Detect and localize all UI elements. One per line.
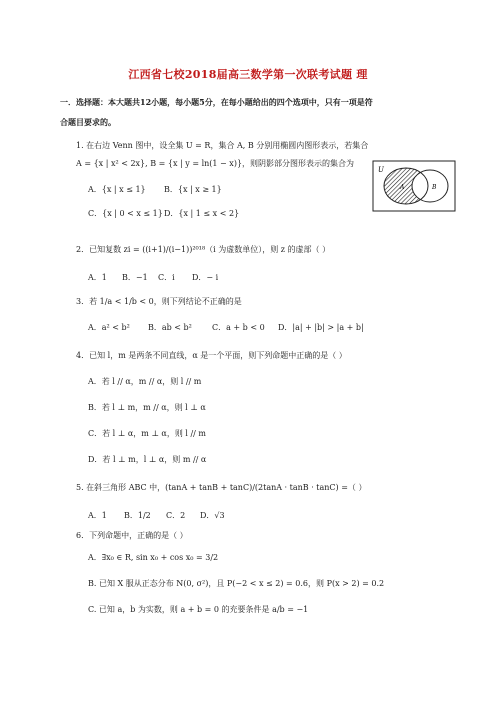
q2-option-b: B．−1 — [122, 273, 148, 282]
q5-option-d: D．√3 — [200, 511, 225, 520]
q2-stem: 2．已知复数 zi = ((i+1)/(i−1))²⁰¹⁸（i 为虚数单位），则 z 的虚部（ ） — [76, 245, 331, 254]
section-heading — [60, 92, 440, 132]
venn-label-u: U — [378, 166, 384, 174]
q4-stem: 4．已知 l，m 是两条不同直线，α 是一个平面，则下列命题中正确的是（ ） — [76, 351, 347, 360]
q1-option-a: A．{x | x ≤ 1} — [88, 185, 146, 194]
q6-option-a: A．∃x₀ ∈ R, sin x₀ + cos x₀ = 3/2 — [88, 553, 219, 562]
exam-title: 江西省七校2018届高三数学第一次联考试题 理 — [128, 68, 368, 81]
section-heading-line2: 合题目要求的。 — [60, 117, 116, 127]
q3-option-d: D．|a| + |b| > |a + b| — [278, 323, 364, 332]
venn-set-b — [412, 170, 448, 202]
q5-stem: 5. 在斜三角形 ABC 中，(tanA + tanB + tanC)/(2tanA · tanB · tanC) =（ ） — [76, 483, 367, 492]
q1-stem-line2: A = {x | x² < 2x}, B = {x | y = ln(1 − x)}，则阴影部分图形表示的集合为 — [76, 159, 355, 168]
q2-option-c: C．i — [158, 273, 175, 282]
q4-option-b: B．若 l ⊥ m，m // α，则 l ⊥ α — [88, 403, 206, 412]
q3-option-c: C．a + b < 0 — [212, 323, 265, 332]
q3-stem: 3．若 1/a < 1/b < 0，则下列结论不正确的是 — [76, 297, 242, 306]
q4-option-a: A．若 l // α，m // α，则 l // m — [88, 377, 202, 386]
q4-option-d: D．若 l ⊥ m，l ⊥ α，则 m // α — [88, 455, 207, 464]
q1-option-b: B．{x | x ≥ 1} — [164, 185, 222, 194]
q1-option-c: C．{x | 0 < x ≤ 1} — [88, 209, 163, 218]
q5-option-c: C．2 — [166, 511, 186, 520]
q5-option-b: B．1/2 — [124, 511, 151, 520]
venn-label-a: A — [400, 184, 405, 191]
q3-option-b: B．ab < b² — [148, 323, 192, 332]
venn-label-b: B — [432, 184, 437, 191]
q6-option-b: B. 已知 X 服从正态分布 N(0, σ²)，且 P(−2 < x ≤ 2) = 0.6，则 P(x > 2) = 0.2 — [88, 579, 385, 588]
section-heading-line1: 一．选择题：本大题共12小题，每小题5分，在每小题给出的四个选项中，只有一项是符 — [60, 97, 373, 107]
q6-stem: 6．下列命题中，正确的是（ ） — [76, 531, 188, 540]
q2-option-d: D．− i — [192, 273, 219, 282]
q2-option-a: A．1 — [88, 273, 107, 282]
q6-option-c: C. 已知 a，b 为实数，则 a + b = 0 的充要条件是 a/b = −1 — [88, 605, 309, 614]
venn-diagram — [372, 160, 456, 212]
q4-option-c: C．若 l ⊥ α，m ⊥ α，则 l // m — [88, 429, 206, 438]
q5-option-a: A．1 — [88, 511, 107, 520]
q1-stem-line1: 1. 在右边 Venn 图中，设全集 U = R，集合 A, B 分别用椭圆内图形表示，若集合 — [76, 141, 369, 150]
venn-diagram-svg — [372, 160, 456, 212]
q3-option-a: A．a² < b² — [88, 323, 130, 332]
q1-option-d: D．{x | 1 ≤ x < 2} — [164, 209, 240, 218]
